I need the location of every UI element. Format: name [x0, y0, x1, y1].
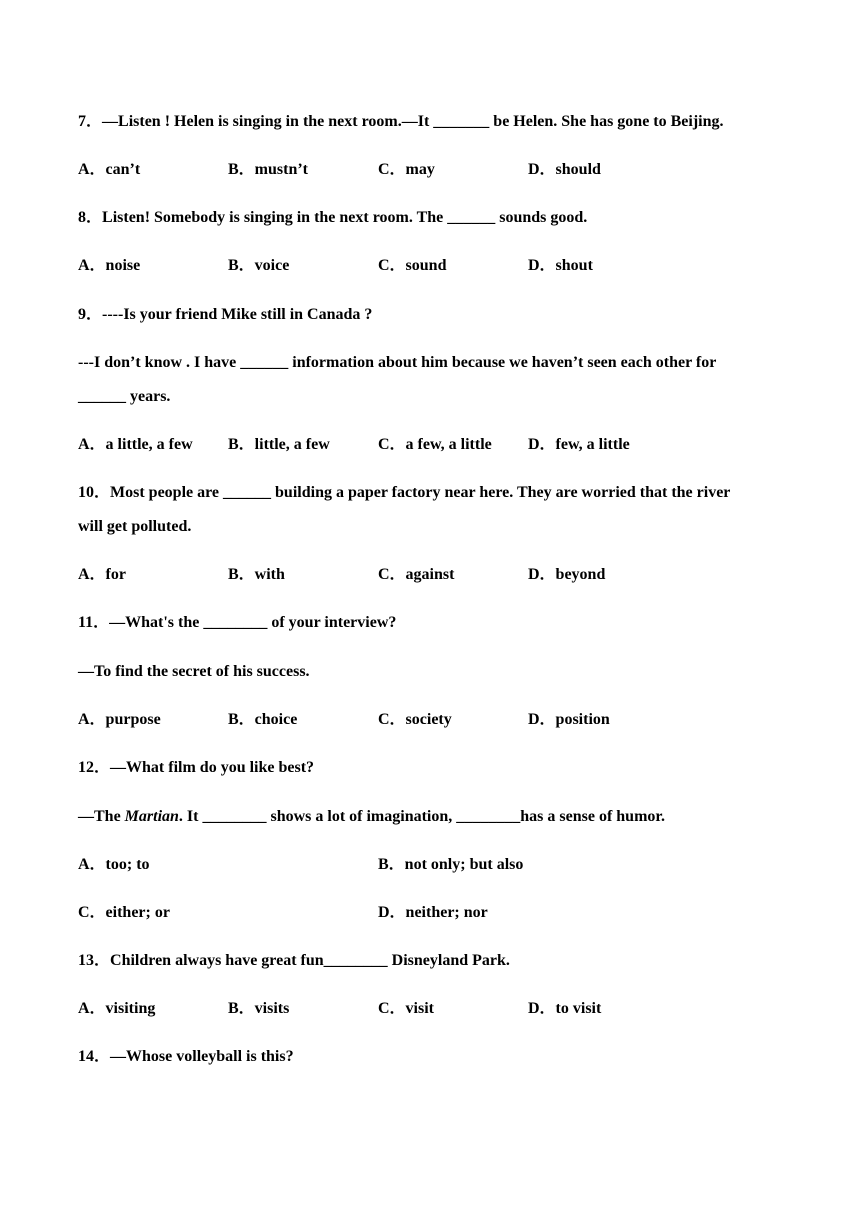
option-d: D．should [528, 161, 601, 178]
option-b: B．choice [228, 711, 298, 728]
option-c: C．may [378, 161, 435, 178]
option-a: A．purpose [78, 711, 161, 728]
option-c: C．sound [378, 257, 447, 274]
question-14 [78, 1047, 294, 1067]
question-11-line-2: —To find the secret of his success. [78, 663, 310, 680]
option-d: D．shout [528, 257, 593, 274]
option-c: C．visit [378, 1000, 435, 1017]
question-9-line-3: ______ years. [78, 388, 171, 405]
option-a: A．for [78, 566, 126, 583]
question-text: —What's the ________ of your interview? [109, 614, 397, 631]
question-9 [78, 305, 372, 325]
question-10-line-2: will get polluted. [78, 518, 192, 535]
question-12-line-2 [78, 807, 665, 827]
question-text: ----Is your friend Mike still in Canada ? [102, 306, 373, 323]
option-d: D．few, a little [528, 436, 630, 453]
question-13 [78, 951, 510, 971]
option-c: C．a few, a little [378, 436, 492, 453]
option-a: A．can’t [78, 161, 141, 178]
option-b: B．voice [228, 257, 290, 274]
option-b: B．visits [228, 1000, 290, 1017]
option-a: A．visiting [78, 1000, 156, 1017]
option-b: B．not only; but also [378, 856, 524, 873]
question-text: —What film do you like best? [110, 759, 315, 776]
option-b: B．little, a few [228, 436, 330, 453]
question-text: Children always have great fun________ Disneyland Park. [110, 952, 510, 969]
option-d: D．beyond [528, 566, 606, 583]
question-text: Most people are ______ building a paper factory near here. They are worried that the river [110, 484, 731, 501]
question-text: —Whose volleyball is this? [110, 1048, 294, 1065]
question-number: 12． [78, 759, 111, 776]
question-7 [78, 112, 724, 132]
option-c: C．either; or [78, 904, 170, 921]
question-number: 7． [78, 113, 103, 130]
option-c: C．against [378, 566, 455, 583]
question-9-line-2: ---I don’t know . I have ______ information about him because we haven’t seen each other for [78, 354, 717, 371]
option-b: B．with [228, 566, 285, 583]
question-12 [78, 758, 314, 778]
question-number: 11． [78, 614, 110, 631]
answer-prefix: —The [78, 808, 125, 825]
option-d: D．position [528, 711, 610, 728]
option-d: D．to visit [528, 1000, 602, 1017]
question-text: —Listen ! Helen is singing in the next room.—It _______ be Helen. She has gone to Beijing. [102, 113, 724, 130]
question-number: 8． [78, 209, 103, 226]
question-10 [78, 483, 730, 503]
question-number: 10． [78, 484, 111, 501]
option-c: C．society [378, 711, 452, 728]
answer-rest: . It ________ shows a lot of imagination, ________has a sense of humor. [178, 808, 666, 825]
option-a: A．noise [78, 257, 141, 274]
question-number: 9． [78, 306, 103, 323]
option-a: A．too; to [78, 856, 150, 873]
question-text: Listen! Somebody is singing in the next room. The ______ sounds good. [102, 209, 588, 226]
question-11 [78, 613, 396, 633]
option-d: D．neither; nor [378, 904, 488, 921]
question-8 [78, 208, 587, 228]
option-b: B．mustn’t [228, 161, 309, 178]
question-number: 14． [78, 1048, 111, 1065]
question-number: 13． [78, 952, 111, 969]
film-title: Martian [124, 808, 179, 825]
option-a: A．a little, a few [78, 436, 193, 453]
